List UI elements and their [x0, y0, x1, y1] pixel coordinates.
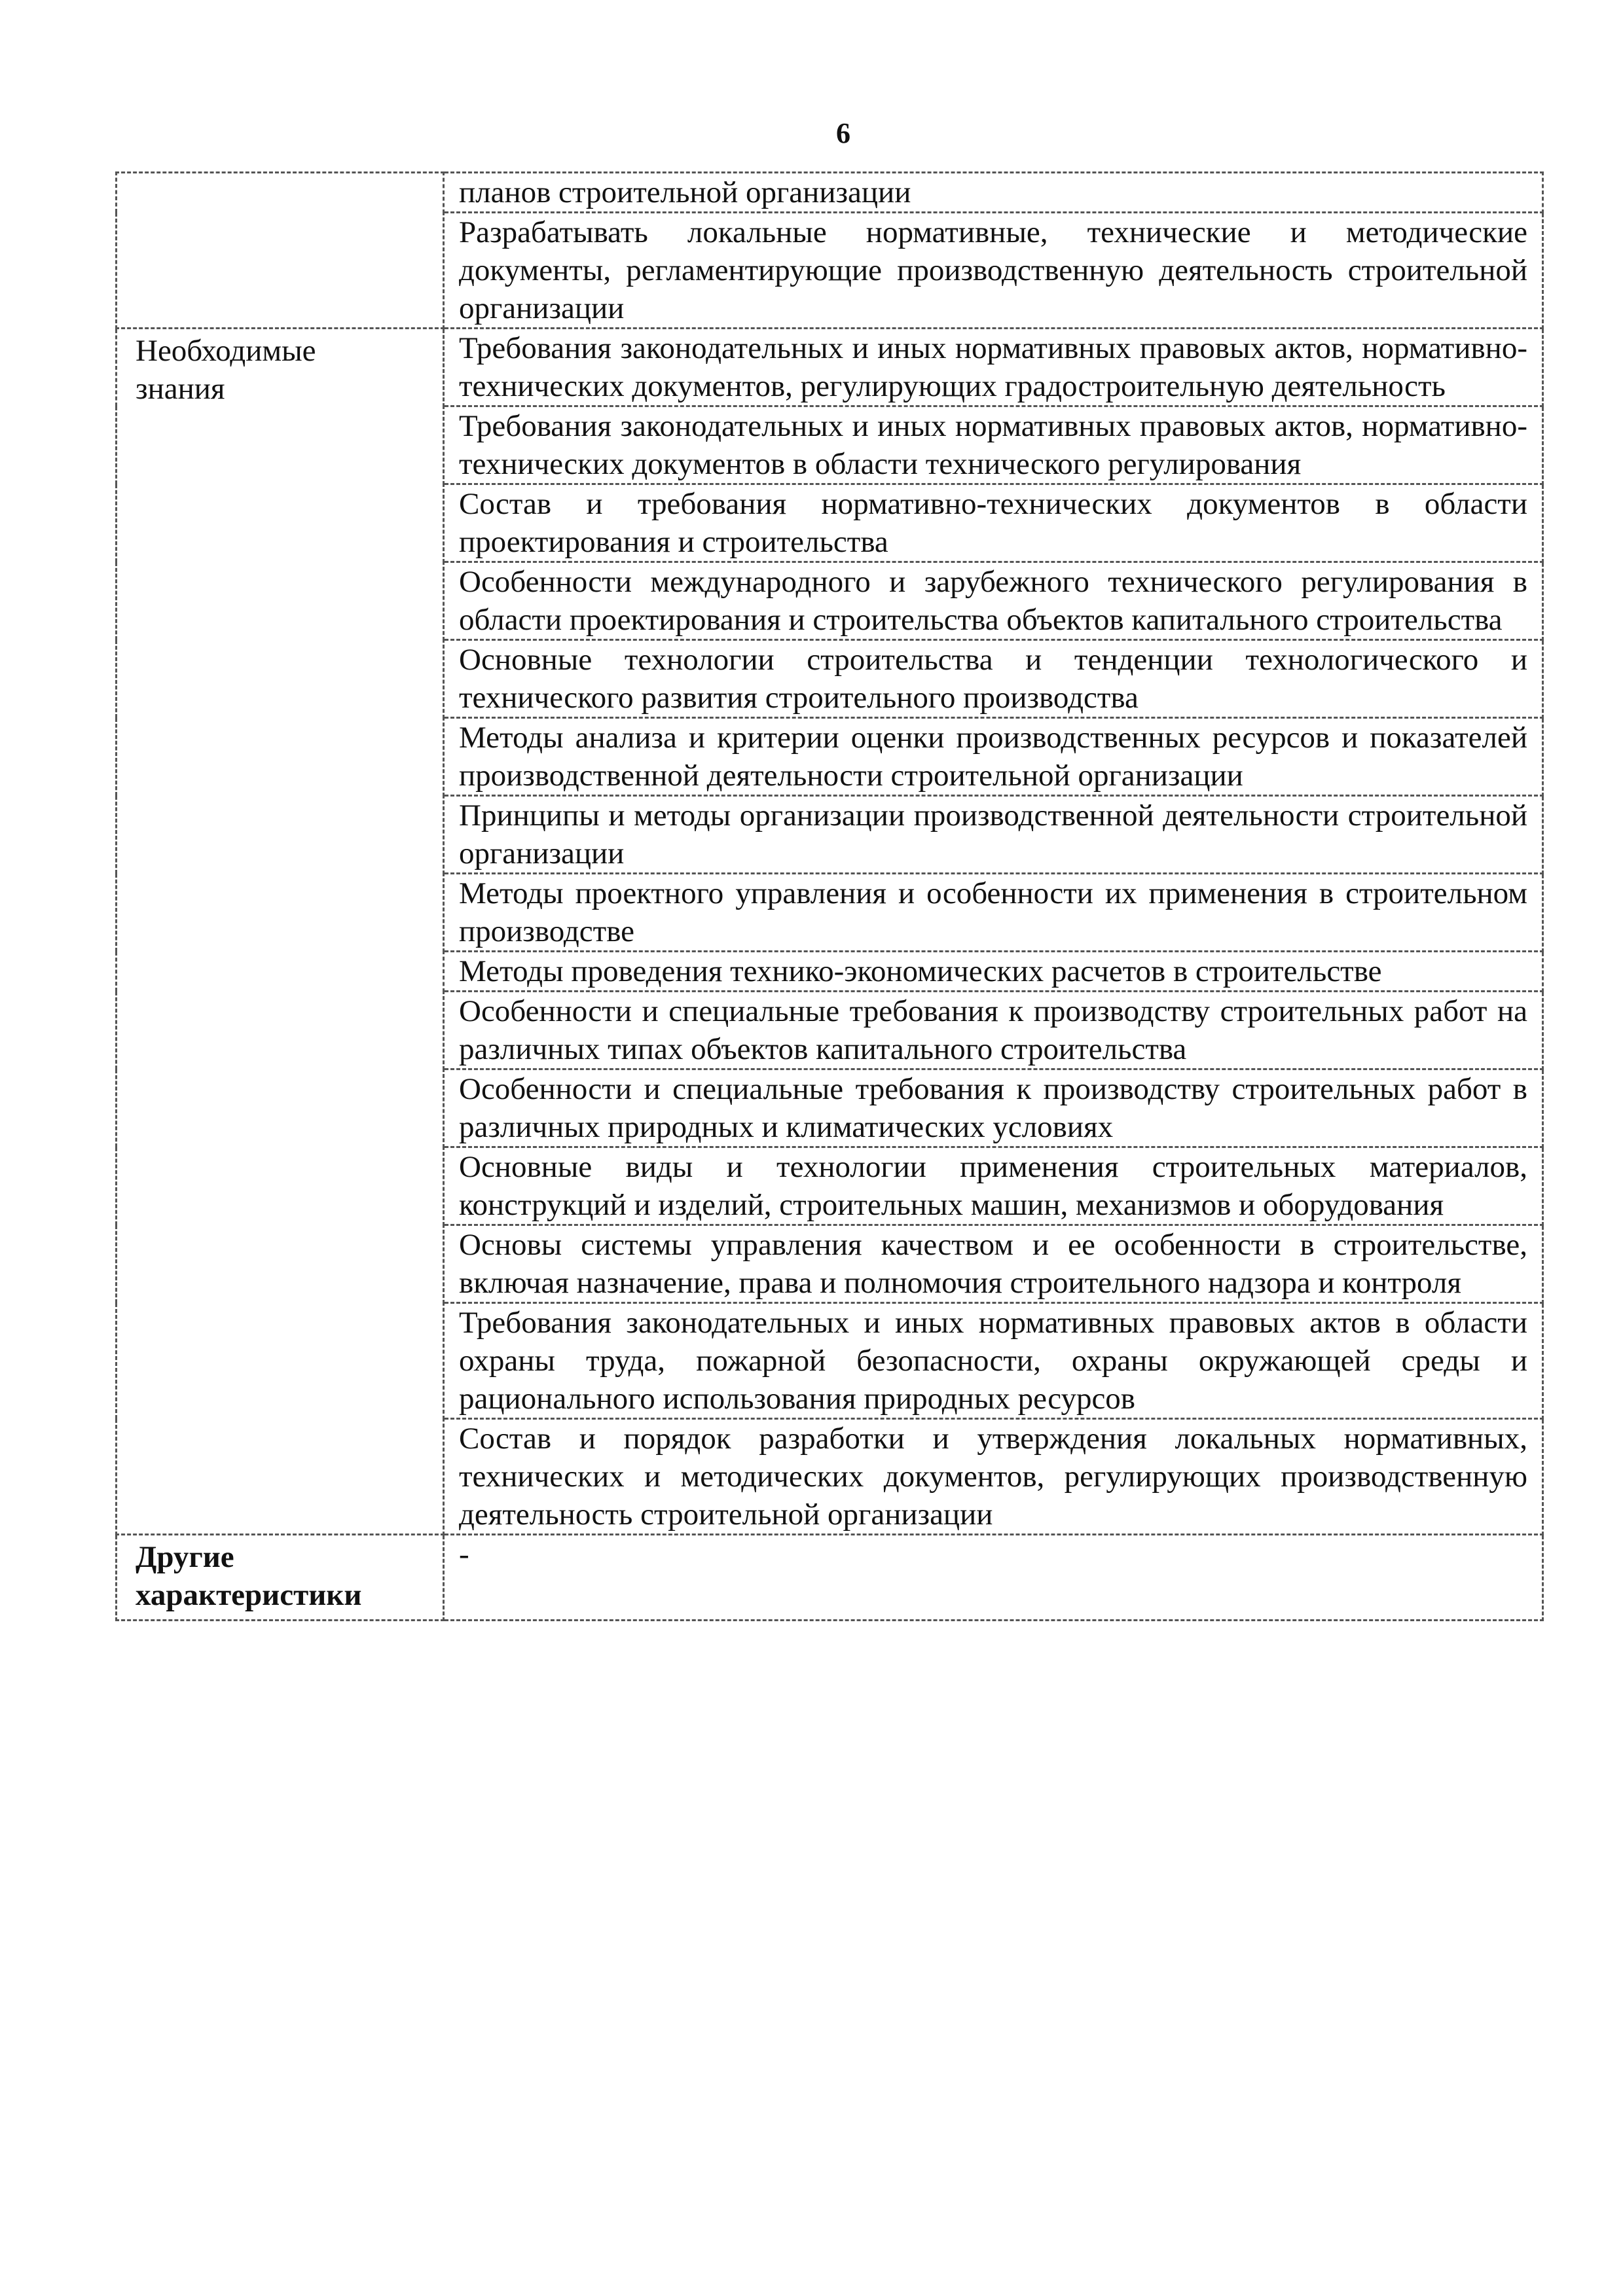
cell-text: -	[459, 1537, 469, 1571]
table-cell	[444, 406, 1543, 484]
table-cell	[444, 640, 1543, 718]
table-cell	[444, 213, 1543, 329]
row-label-other	[117, 1535, 444, 1621]
cell-text: Требования законодательных и иных нормативных правовых актов, нормативно-технических документов в области технического регулирования	[459, 409, 1527, 481]
table-cell	[444, 1535, 1543, 1621]
cell-text: Методы проектного управления и особенности их применения в строительном производстве	[459, 876, 1527, 948]
cell-text: Требования законодательных и иных нормативных правовых актов в области охраны труда, пожарной безопасности, охраны окружающей среды и рационального использования природных ресурсов	[459, 1306, 1527, 1416]
cell-text: Особенности международного и зарубежного технического регулирования в области проектирования и строительства объектов капитального строительства	[459, 565, 1527, 637]
table-cell	[444, 1419, 1543, 1535]
table-cell	[444, 874, 1543, 952]
table-cell	[444, 952, 1543, 992]
cell-text: Методы анализа и критерии оценки производственных ресурсов и показателей производственной деятельности строительной организации	[459, 721, 1527, 793]
cell-text: Методы проведения технико-экономических расчетов в строительстве	[459, 954, 1382, 988]
label-line: знания	[136, 372, 225, 406]
cell-text: Принципы и методы организации производственной деятельности строительной организации	[459, 798, 1527, 870]
table-cell	[444, 1069, 1543, 1147]
cell-text: Состав и требования нормативно-технических документов в области проектирования и строительства	[459, 487, 1527, 559]
table-cell	[444, 1147, 1543, 1225]
cell-text: Требования законодательных и иных нормативных правовых актов, нормативно-технических документов, регулирующих градостроительную деятельность	[459, 331, 1527, 403]
label-line: Другие	[136, 1540, 234, 1574]
table-cell	[444, 484, 1543, 562]
page-number: 6	[836, 117, 850, 149]
requirements-table	[115, 171, 1544, 1621]
label-line: характеристики	[136, 1578, 362, 1612]
cell-text: Основные технологии строительства и тенденции технологического и технического развития строительного производства	[459, 643, 1527, 715]
table-cell	[444, 796, 1543, 874]
table-row-other	[117, 1535, 1543, 1621]
cell-text: Разрабатывать локальные нормативные, технические и методические документы, регламентирующие производственную деятельность строительной организации	[459, 215, 1527, 325]
cell-text: Основы системы управления качеством и ее особенности в строительстве, включая назначение, права и полномочия строительного надзора и контроля	[459, 1228, 1527, 1300]
table-row-continuation	[117, 173, 1543, 213]
table-cell	[444, 992, 1543, 1069]
label-line: Необходимые	[136, 334, 316, 368]
row-label-knowledge	[117, 329, 444, 1535]
table-cell	[444, 718, 1543, 796]
table-cell	[444, 562, 1543, 640]
cell-text: Состав и порядок разработки и утверждения локальных нормативных, технических и методических документов, регулирующих производственную деятельность строительной организации	[459, 1422, 1527, 1532]
cell-text: планов строительной организации	[459, 175, 911, 209]
table-cell	[444, 173, 1543, 213]
cell-text: Особенности и специальные требования к производству строительных работ на различных типах объектов капитального строительства	[459, 994, 1527, 1066]
row-label-empty	[117, 173, 444, 329]
table-cell	[444, 1303, 1543, 1419]
cell-text: Основные виды и технологии применения строительных материалов, конструкций и изделий, строительных машин, механизмов и оборудования	[459, 1150, 1527, 1222]
table-cell	[444, 1225, 1543, 1303]
table-row-knowledge	[117, 329, 1543, 406]
table-cell	[444, 329, 1543, 406]
cell-text: Особенности и специальные требования к производству строительных работ в различных природных и климатических условиях	[459, 1072, 1527, 1144]
